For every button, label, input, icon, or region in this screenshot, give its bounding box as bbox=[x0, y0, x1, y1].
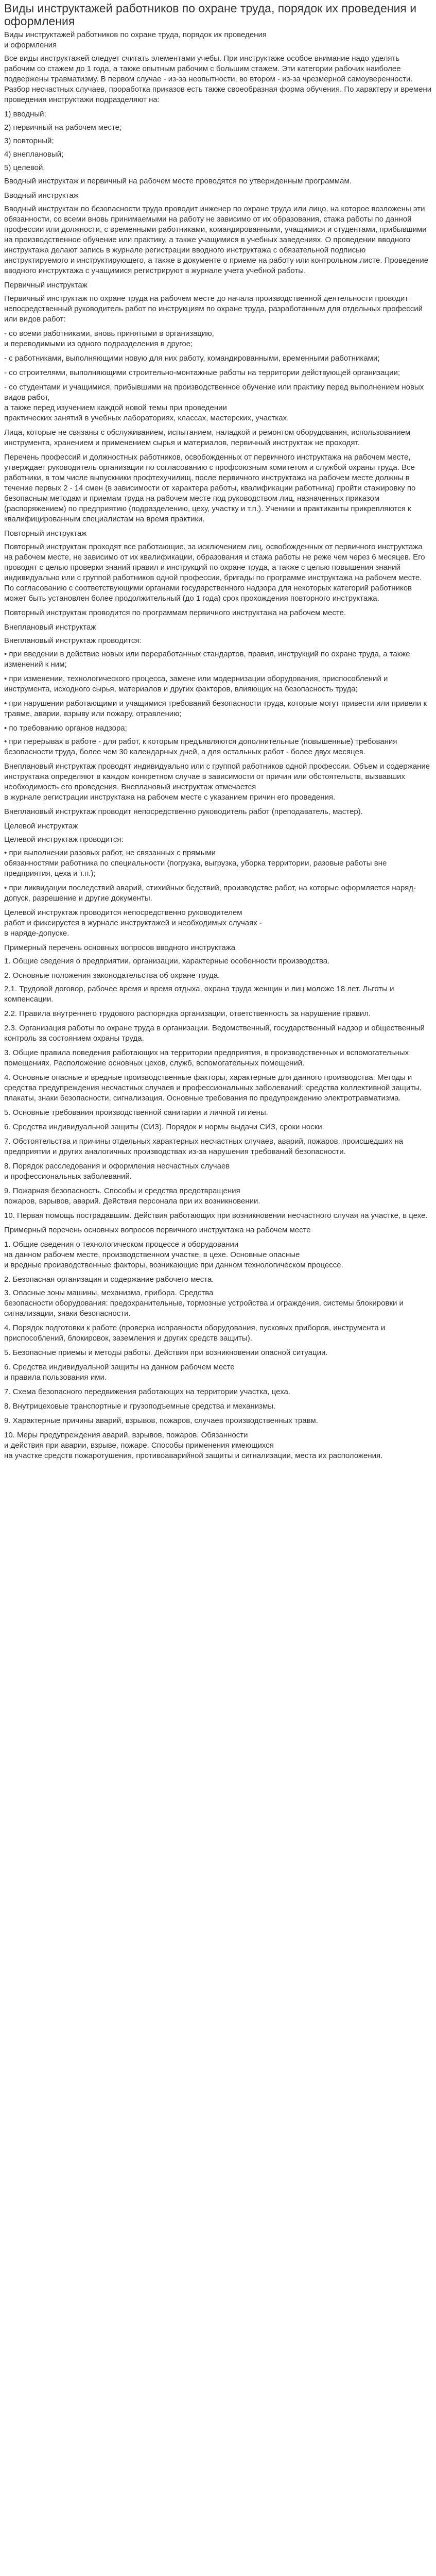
paragraph: 3. Опасные зоны машины, механизма, прибора. Средства безопасности оборудования: предохранительные, тормозные устройства и ограждения, системы блокировки и сигнализации, знаки безопасности. bbox=[4, 1289, 404, 1318]
paragraph: 5) целевой. bbox=[4, 163, 45, 172]
paragraph: Примерный перечень основных вопросов вводного инструктажа bbox=[4, 943, 236, 952]
paragraph: 7. Обстоятельства и причины отдельных характерных несчастных случаев, аварий, пожаров, происшедших на предприятии и других аналогичных производствах из-за нарушения требований безопасности. bbox=[4, 1137, 404, 1156]
paragraph: Внеплановый инструктаж bbox=[4, 623, 96, 632]
paragraph: - со всеми работниками, вновь принятыми в организацию, и переводимыми из одного подразделения в другое; bbox=[4, 329, 214, 348]
paragraph: - с работниками, выполняющими новую для них работу, командированными, временными работниками; bbox=[4, 354, 380, 363]
paragraph: • при ликвидации последствий аварий, стихийных бедствий, производстве работ, на которые оформляется наряд-допуск, разрешение и другие документы. bbox=[4, 884, 416, 903]
paragraph: Внеплановый инструктаж проводят индивидуально или с группой работников одной профессии. Объем и содержание инструктажа определяют в каждом конкретном случае в зависимости от причин или обстоятельств, вызвавших необходимость его проведения. Внеплановый инструктаж отмечается в журнале регистрации инструктажа на рабочем месте с указанием причин его проведения. bbox=[4, 762, 430, 802]
paragraph: 2.2. Правила внутреннего трудового распорядка организации, ответственность за нарушение правил. bbox=[4, 1009, 371, 1018]
paragraph: 2. Безопасная организация и содержание рабочего места. bbox=[4, 1275, 214, 1284]
paragraph: 2.1. Трудовой договор, рабочее время и время отдыха, охрана труда женщин и лиц моложе 18 лет. Льготы и компенсации. bbox=[4, 985, 394, 1004]
paragraph: Повторный инструктаж проходят все работающие, за исключением лиц, освобожденных от первичного инструктажа на рабочем месте, не зависимо от их квалификации, образования и стажа работы не реже чем через 6 месяцев. Его проводят с целью проверки знаний правил и инструкций по охране труда, а также с целью повышения знаний индивидуально или с группой работников одной профессии, бригады по программе инструктажа на рабочем месте. По согласованию с соответствующими органами государственного надзора для некоторых категорий работников может быть установлен более продолжительный (до 1 года) срок прохождения повторного инструктажа. bbox=[4, 543, 425, 603]
paragraph: Вводный инструктаж и первичный на рабочем месте проводятся по утвержденным программам. bbox=[4, 177, 352, 185]
paragraph: Лица, которые не связаны с обслуживанием, испытанием, наладкой и ремонтом оборудования, использованием инструмента, хранением и применением сырья и материалов, первичный инструктаж не проходят. bbox=[4, 428, 411, 447]
paragraph: 4. Порядок подготовки к работе (проверка исправности оборудования, пусковых приборов, инструмента и приспособлений, блокировок, заземления и других средств защиты). bbox=[4, 1324, 386, 1343]
paragraph: 3. Общие правила поведения работающих на территории предприятия, в производственных и вспомогательных помещениях. Расположение основных цехов, служб, вспомогательных помещений. bbox=[4, 1048, 409, 1067]
page-title: Виды инструктажей работников по охране труда, порядок их проведения и оформления bbox=[4, 2, 417, 28]
paragraph: • при нарушении работающими и учащимися требований безопасности труда, которые могут привести или привели к травме, аварии, взрыву или пожару, отравлению; bbox=[4, 699, 427, 718]
paragraph: Внеплановый инструктаж проводит непосредственно руководитель работ (преподаватель, мастер). bbox=[4, 807, 363, 816]
paragraph: Виды инструктажей работников по охране труда, порядок их проведения и оформления bbox=[4, 30, 267, 49]
paragraph: Внеплановый инструктаж проводится: bbox=[4, 636, 142, 645]
paragraph: Целевой инструктаж проводится: bbox=[4, 835, 124, 844]
paragraph: • при введении в действие новых или переработанных стандартов, правил, инструкций по охране труда, а также изменений к ним; bbox=[4, 650, 410, 669]
paragraph: Перечень профессий и должностных работников, освобожденных от первичного инструктажа на рабочем месте, утверждает руководитель организации по согласованию с профсоюзным комитетом и службой охраны труда. Все работники, в том числе выпускники профтехучилищ, после первичного инструктажа на рабочем месте должны в течение первых 2 - 14 смен (в зависимости от характера работы, квалификации работника) пройти стажировку по безопасным методам и приемам труда на рабочем месте под руководством лиц, назначенных приказом (распоряжением) по предприятию (подразделению, цеху, участку и т.п.). Ученики и практиканты прикрепляются к квалифицированным специалистам на время практики. bbox=[4, 453, 416, 523]
paragraph: 6. Средства индивидуальной защиты на данном рабочем месте и правила пользования ими. bbox=[4, 1363, 235, 1382]
paragraph: 9. Пожарная безопасность. Способы и средства предотвращения пожаров, взрывов, аварий. Действия персонала при их возникновении. bbox=[4, 1187, 260, 1206]
paragraph: • при выполнении разовых работ, не связанных с прямыми обязанностями работника по специальности (погрузка, выгрузка, уборка территории, разовые работы вне предприятия, цеха и т.п.); bbox=[4, 849, 387, 878]
paragraph: 8. Внутрицеховые транспортные и грузоподъемные средства и механизмы. bbox=[4, 1402, 276, 1411]
paragraph: Целевой инструктаж bbox=[4, 822, 78, 831]
paragraph: 10. Первая помощь пострадавшим. Действия работающих при возникновении несчастного случая на участке, в цехе. bbox=[4, 1211, 428, 1220]
paragraph: • по требованию органов надзора; bbox=[4, 724, 127, 733]
paragraph: 2. Основные положения законодательства об охране труда. bbox=[4, 971, 220, 980]
paragraph: Повторный инструктаж bbox=[4, 529, 87, 538]
paragraph: 9. Характерные причины аварий, взрывов, пожаров, случаев производственных травм. bbox=[4, 1416, 318, 1425]
paragraph: 5. Основные требования производственной санитарии и личной гигиены. bbox=[4, 1108, 268, 1117]
paragraph: 2) первичный на рабочем месте; bbox=[4, 123, 122, 132]
document-body bbox=[4, 30, 432, 1461]
paragraph: Примерный перечень основных вопросов первичного инструктажа на рабочем месте bbox=[4, 1226, 311, 1234]
paragraph: Первичный инструктаж bbox=[4, 281, 88, 290]
paragraph: - со строителями, выполняющими строительно-монтажные работы на территории действующей организации; bbox=[4, 368, 400, 377]
paragraph: 7. Схема безопасного передвижения работающих на территории участка, цеха. bbox=[4, 1387, 291, 1396]
paragraph: - со студентами и учащимися, прибывшими на производственное обучение или практику перед выполнением новых видов работ, а также перед изучением каждой новой темы при проведении практических занятий в учебных лабораториях, классах, мастерских, участках. bbox=[4, 383, 424, 422]
paragraph: 6. Средства индивидуальной защиты (СИЗ). Порядок и нормы выдачи СИЗ, сроки носки. bbox=[4, 1123, 324, 1131]
paragraph: Вводный инструктаж по безопасности труда проводит инженер по охране труда или лицо, на которое возложены эти обязанности, со всеми вновь принимаемыми на работу не зависимо от их образования, стажа работы по данной профессии или должности, с временными работниками, командированными, учащимися и студентами, прибывшими на производственное обучение или практику, а также учащимися в учебных заведениях. О проведении вводного инструктажа делают запись в журнале регистрации вводного инструктажа с обязательной подписью инструктируемого и инструктирующего, а также в документе о приеме на работу или контрольном листе. Проведение вводного инструктажа с учащимися регистрируют в журнале учета учебной работы. bbox=[4, 205, 429, 275]
paragraph: 10. Меры предупреждения аварий, взрывов, пожаров. Обязанности и действия при аварии, взрыве, пожаре. Способы применения имеющихся на участке средств пожаротушения, противоаварийной защиты и сигнализации, места их расположения. bbox=[4, 1431, 383, 1460]
paragraph: 8. Порядок расследования и оформления несчастных случаев и профессиональных заболеваний. bbox=[4, 1162, 230, 1181]
paragraph: • при перерывах в работе - для работ, к которым предъявляются дополнительные (повышенные) требования безопасности труда, более чем 30 календарных дней, а для остальных работ - более двух месяцев. bbox=[4, 737, 397, 756]
paragraph: Повторный инструктаж проводится по программам первичного инструктажа на рабочем месте. bbox=[4, 608, 346, 617]
paragraph: 2.3. Организация работы по охране труда в организации. Ведомственный, государственный надзор и общественный контроль за состоянием охраны труда. bbox=[4, 1024, 425, 1043]
paragraph: Все виды инструктажей следует считать элементами учебы. При инструктаже особое внимание надо уделять рабочим со стажем до 1 года, а также опытным рабочим с большим стажем. Эти категории рабочих наиболее подвержены травматизму. В первом случае - из-за неопытности, во втором - из-за чрезмерной самоуверенности. Разбор несчастных случаев, проработка приказов есть также своеобразная форма обучения. По характеру и времени проведения инструктажи подразделяют на: bbox=[4, 54, 432, 104]
paragraph: Вводный инструктаж bbox=[4, 191, 79, 200]
paragraph: 1. Общие сведения о предприятии, организации, характерные особенности производства. bbox=[4, 957, 330, 965]
paragraph: 1. Общие сведения о технологическом процессе и оборудовании на данном рабочем месте, производственном участке, в цехе. Основные опасные и вредные производственные факторы, возникающие при данном технологическом процессе. bbox=[4, 1240, 343, 1269]
paragraph: 5. Безопасные приемы и методы работы. Действия при возникновении опасной ситуации. bbox=[4, 1348, 328, 1357]
paragraph: • при изменении, технологического процесса, замене или модернизации оборудования, приспособлений и инструмента, исходного сырья, материалов и других факторов, влияющих на безопасность труда; bbox=[4, 674, 388, 693]
paragraph: 1) вводный; bbox=[4, 110, 46, 118]
document-page bbox=[0, 2, 436, 1461]
paragraph: 4) внеплановый; bbox=[4, 150, 64, 159]
paragraph: 3) повторный; bbox=[4, 137, 54, 145]
paragraph: 4. Основные опасные и вредные производственные факторы, характерные для данного производства. Методы и средства предупреждения несчастных случаев и профессиональных заболеваний: средства коллективной защиты, плакаты, знаки безопасности, сигнализация. Основные требования по предупреждению электротравматизма. bbox=[4, 1073, 422, 1103]
paragraph: Целевой инструктаж проводится непосредственно руководителем работ и фиксируется в журнале инструктажей и необходимых случаях - в наряде-допуске. bbox=[4, 908, 262, 938]
paragraph: Первичный инструктаж по охране труда на рабочем месте до начала производственной деятельности проводит непосредственный руководитель работ по инструкциям по охране труда, разработанным для отдельных профессий или видов работ: bbox=[4, 294, 423, 324]
